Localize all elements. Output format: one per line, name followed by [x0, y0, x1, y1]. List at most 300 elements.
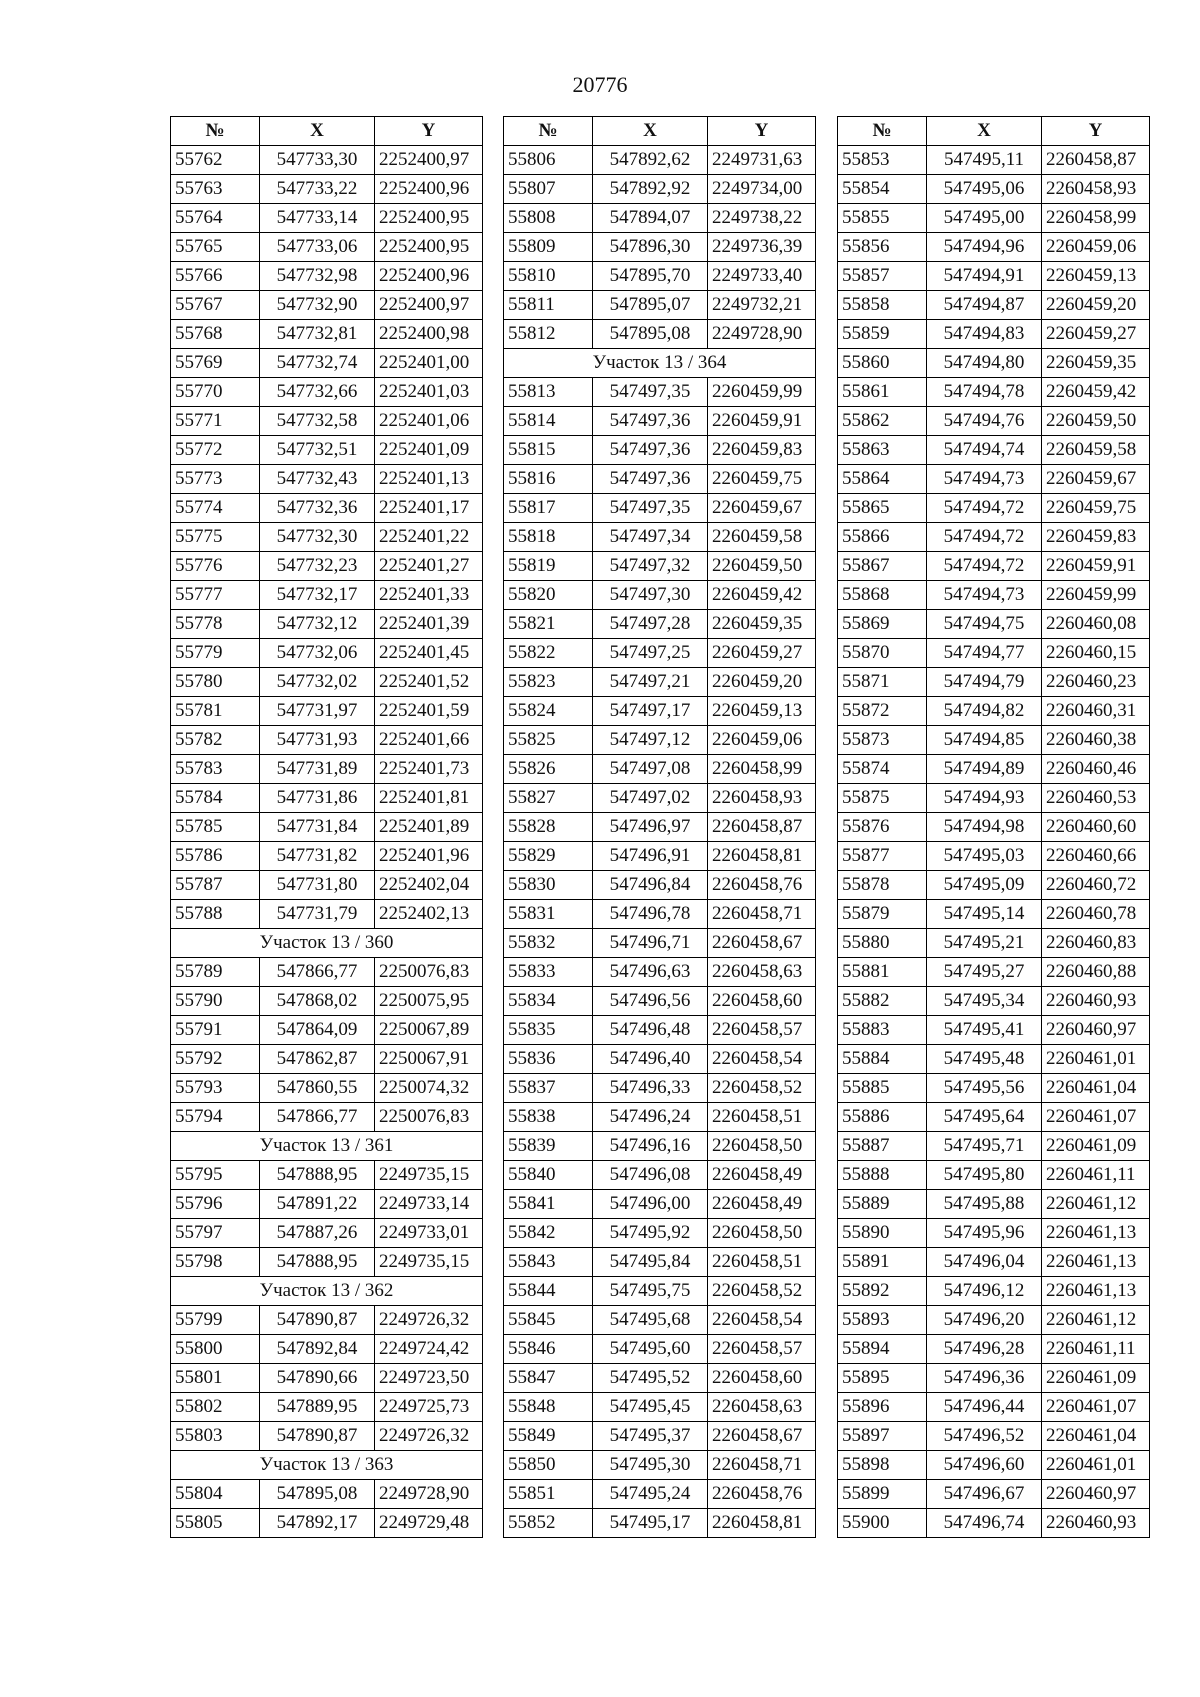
x-coordinate-cell: 547494,91: [927, 262, 1042, 291]
x-coordinate-cell: 547497,35: [593, 494, 708, 523]
x-coordinate-cell: 547895,07: [593, 291, 708, 320]
table-row: [838, 842, 1150, 871]
point-number-cell: 55762: [171, 146, 260, 175]
point-number-cell: 55833: [504, 958, 593, 987]
table-row: [171, 842, 483, 871]
y-coordinate-cell: 2260459,42: [708, 581, 816, 610]
y-coordinate-cell: 2260461,09: [1042, 1132, 1150, 1161]
table-row: [838, 1306, 1150, 1335]
point-number-cell: 55866: [838, 523, 927, 552]
table-row: [838, 1364, 1150, 1393]
section-row: [171, 1277, 483, 1306]
point-number-cell: 55837: [504, 1074, 593, 1103]
table-row: [504, 1480, 816, 1509]
header-x: X: [927, 117, 1042, 146]
table-row: [838, 1393, 1150, 1422]
header-x: X: [593, 117, 708, 146]
y-coordinate-cell: 2260460,08: [1042, 610, 1150, 639]
table-row: [838, 465, 1150, 494]
point-number-cell: 55846: [504, 1335, 593, 1364]
table-row: [504, 668, 816, 697]
x-coordinate-cell: 547732,58: [260, 407, 375, 436]
table-row: [171, 610, 483, 639]
y-coordinate-cell: 2260459,42: [1042, 378, 1150, 407]
x-coordinate-cell: 547496,97: [593, 813, 708, 842]
table-row: [171, 1509, 483, 1538]
point-number-cell: 55889: [838, 1190, 927, 1219]
table-row: [171, 1393, 483, 1422]
point-number-cell: 55766: [171, 262, 260, 291]
table-row: [504, 552, 816, 581]
point-number-cell: 55774: [171, 494, 260, 523]
x-coordinate-cell: 547894,07: [593, 204, 708, 233]
y-coordinate-cell: 2260459,50: [1042, 407, 1150, 436]
y-coordinate-cell: 2260458,93: [1042, 175, 1150, 204]
table-row: [838, 378, 1150, 407]
table-row: [838, 494, 1150, 523]
x-coordinate-cell: 547494,75: [927, 610, 1042, 639]
table-row: [171, 1161, 483, 1190]
point-number-cell: 55857: [838, 262, 927, 291]
point-number-cell: 55852: [504, 1509, 593, 1538]
table-row: [504, 320, 816, 349]
point-number-cell: 55883: [838, 1016, 927, 1045]
point-number-cell: 55821: [504, 610, 593, 639]
x-coordinate-cell: 547495,09: [927, 871, 1042, 900]
x-coordinate-cell: 547497,35: [593, 378, 708, 407]
x-coordinate-cell: 547494,83: [927, 320, 1042, 349]
x-coordinate-cell: 547495,17: [593, 1509, 708, 1538]
x-coordinate-cell: 547496,00: [593, 1190, 708, 1219]
table-row: [504, 1277, 816, 1306]
table-row: [171, 233, 483, 262]
point-number-cell: 55812: [504, 320, 593, 349]
y-coordinate-cell: 2260461,01: [1042, 1451, 1150, 1480]
table-row: [171, 436, 483, 465]
y-coordinate-cell: 2260461,04: [1042, 1074, 1150, 1103]
point-number-cell: 55772: [171, 436, 260, 465]
point-number-cell: 55795: [171, 1161, 260, 1190]
table-row: [171, 320, 483, 349]
table-row: [504, 494, 816, 523]
y-coordinate-cell: 2260459,99: [1042, 581, 1150, 610]
table-row: [838, 204, 1150, 233]
x-coordinate-cell: 547497,25: [593, 639, 708, 668]
y-coordinate-cell: 2252401,39: [375, 610, 483, 639]
point-number-cell: 55871: [838, 668, 927, 697]
point-number-cell: 55799: [171, 1306, 260, 1335]
y-coordinate-cell: 2260460,78: [1042, 900, 1150, 929]
table-row: [504, 987, 816, 1016]
y-coordinate-cell: 2249733,14: [375, 1190, 483, 1219]
x-coordinate-cell: 547496,12: [927, 1277, 1042, 1306]
y-coordinate-cell: 2260459,50: [708, 552, 816, 581]
table-row: [838, 349, 1150, 378]
point-number-cell: 55780: [171, 668, 260, 697]
y-coordinate-cell: 2249735,15: [375, 1248, 483, 1277]
y-coordinate-cell: 2260459,67: [708, 494, 816, 523]
point-number-cell: 55891: [838, 1248, 927, 1277]
y-coordinate-cell: 2260458,93: [708, 784, 816, 813]
x-coordinate-cell: 547496,60: [927, 1451, 1042, 1480]
point-number-cell: 55826: [504, 755, 593, 784]
x-coordinate-cell: 547496,71: [593, 929, 708, 958]
table-row: [171, 407, 483, 436]
point-number-cell: 55884: [838, 1045, 927, 1074]
y-coordinate-cell: 2260458,67: [708, 929, 816, 958]
x-coordinate-cell: 547496,63: [593, 958, 708, 987]
table-row: [171, 639, 483, 668]
point-number-cell: 55820: [504, 581, 593, 610]
x-coordinate-cell: 547495,00: [927, 204, 1042, 233]
x-coordinate-cell: 547732,81: [260, 320, 375, 349]
point-number-cell: 55864: [838, 465, 927, 494]
x-coordinate-cell: 547732,06: [260, 639, 375, 668]
table-row: [504, 291, 816, 320]
point-number-cell: 55771: [171, 407, 260, 436]
y-coordinate-cell: 2249732,21: [708, 291, 816, 320]
point-number-cell: 55861: [838, 378, 927, 407]
point-number-cell: 55804: [171, 1480, 260, 1509]
table-row: [838, 1277, 1150, 1306]
y-coordinate-cell: 2260458,87: [1042, 146, 1150, 175]
x-coordinate-cell: 547494,82: [927, 697, 1042, 726]
table-row: [838, 929, 1150, 958]
x-coordinate-cell: 547495,45: [593, 1393, 708, 1422]
table-row: [838, 1219, 1150, 1248]
point-number-cell: 55873: [838, 726, 927, 755]
point-number-cell: 55874: [838, 755, 927, 784]
y-coordinate-cell: 2260460,97: [1042, 1480, 1150, 1509]
x-coordinate-cell: 547731,97: [260, 697, 375, 726]
x-coordinate-cell: 547495,84: [593, 1248, 708, 1277]
point-number-cell: 55824: [504, 697, 593, 726]
point-number-cell: 55791: [171, 1016, 260, 1045]
table-row: [171, 1306, 483, 1335]
y-coordinate-cell: 2260459,99: [708, 378, 816, 407]
y-coordinate-cell: 2252401,27: [375, 552, 483, 581]
y-coordinate-cell: 2260458,52: [708, 1074, 816, 1103]
table-row: [171, 697, 483, 726]
y-coordinate-cell: 2260461,09: [1042, 1364, 1150, 1393]
x-coordinate-cell: 547890,87: [260, 1422, 375, 1451]
table-row: [504, 233, 816, 262]
header-number: №: [171, 117, 260, 146]
x-coordinate-cell: 547495,21: [927, 929, 1042, 958]
y-coordinate-cell: 2260458,50: [708, 1132, 816, 1161]
table-row: [504, 958, 816, 987]
table-row: [838, 320, 1150, 349]
y-coordinate-cell: 2260459,58: [708, 523, 816, 552]
table-row: [838, 146, 1150, 175]
x-coordinate-cell: 547497,17: [593, 697, 708, 726]
table-row: [171, 871, 483, 900]
point-number-cell: 55885: [838, 1074, 927, 1103]
y-coordinate-cell: 2260458,50: [708, 1219, 816, 1248]
point-number-cell: 55793: [171, 1074, 260, 1103]
x-coordinate-cell: 547892,62: [593, 146, 708, 175]
point-number-cell: 55869: [838, 610, 927, 639]
section-label: Участок 13 / 364: [504, 349, 816, 378]
table-row: [504, 1509, 816, 1538]
table-row: [838, 233, 1150, 262]
table-row: [171, 726, 483, 755]
x-coordinate-cell: 547494,77: [927, 639, 1042, 668]
point-number-cell: 55775: [171, 523, 260, 552]
x-coordinate-cell: 547890,66: [260, 1364, 375, 1393]
table-row: [504, 1422, 816, 1451]
header-y: Y: [708, 117, 816, 146]
point-number-cell: 55851: [504, 1480, 593, 1509]
point-number-cell: 55810: [504, 262, 593, 291]
table-row: [838, 407, 1150, 436]
y-coordinate-cell: 2260460,88: [1042, 958, 1150, 987]
table-row: [171, 1190, 483, 1219]
x-coordinate-cell: 547494,80: [927, 349, 1042, 378]
y-coordinate-cell: 2260458,49: [708, 1190, 816, 1219]
y-coordinate-cell: 2260461,07: [1042, 1393, 1150, 1422]
x-coordinate-cell: 547496,48: [593, 1016, 708, 1045]
y-coordinate-cell: 2260458,99: [708, 755, 816, 784]
table-row: [504, 610, 816, 639]
point-number-cell: 55765: [171, 233, 260, 262]
point-number-cell: 55836: [504, 1045, 593, 1074]
point-number-cell: 55863: [838, 436, 927, 465]
y-coordinate-cell: 2252401,13: [375, 465, 483, 494]
table-row: [504, 1132, 816, 1161]
point-number-cell: 55801: [171, 1364, 260, 1393]
table-row: [504, 871, 816, 900]
table-row: [504, 407, 816, 436]
y-coordinate-cell: 2260460,53: [1042, 784, 1150, 813]
x-coordinate-cell: 547497,36: [593, 436, 708, 465]
point-number-cell: 55778: [171, 610, 260, 639]
point-number-cell: 55816: [504, 465, 593, 494]
y-coordinate-cell: 2260459,75: [708, 465, 816, 494]
point-number-cell: 55767: [171, 291, 260, 320]
table-row: [838, 784, 1150, 813]
x-coordinate-cell: 547731,93: [260, 726, 375, 755]
y-coordinate-cell: 2252402,13: [375, 900, 483, 929]
x-coordinate-cell: 547494,87: [927, 291, 1042, 320]
y-coordinate-cell: 2260460,23: [1042, 668, 1150, 697]
x-coordinate-cell: 547892,84: [260, 1335, 375, 1364]
table-row: [504, 1393, 816, 1422]
x-coordinate-cell: 547732,30: [260, 523, 375, 552]
y-coordinate-cell: 2260458,99: [1042, 204, 1150, 233]
table-row: [838, 639, 1150, 668]
table-row: [504, 813, 816, 842]
y-coordinate-cell: 2250076,83: [375, 958, 483, 987]
y-coordinate-cell: 2260460,93: [1042, 987, 1150, 1016]
point-number-cell: 55784: [171, 784, 260, 813]
point-number-cell: 55785: [171, 813, 260, 842]
point-number-cell: 55817: [504, 494, 593, 523]
x-coordinate-cell: 547497,36: [593, 407, 708, 436]
table-row: [838, 581, 1150, 610]
table-row: [504, 436, 816, 465]
table-row: [838, 900, 1150, 929]
y-coordinate-cell: 2260459,06: [1042, 233, 1150, 262]
table-row: [171, 813, 483, 842]
x-coordinate-cell: 547733,06: [260, 233, 375, 262]
table-row: [171, 1335, 483, 1364]
x-coordinate-cell: 547495,30: [593, 1451, 708, 1480]
x-coordinate-cell: 547732,02: [260, 668, 375, 697]
table-row: [504, 929, 816, 958]
point-number-cell: 55770: [171, 378, 260, 407]
table-row: [171, 204, 483, 233]
y-coordinate-cell: 2260460,31: [1042, 697, 1150, 726]
x-coordinate-cell: 547892,17: [260, 1509, 375, 1538]
y-coordinate-cell: 2252401,73: [375, 755, 483, 784]
table-row: [504, 900, 816, 929]
y-coordinate-cell: 2250075,95: [375, 987, 483, 1016]
y-coordinate-cell: 2252401,00: [375, 349, 483, 378]
x-coordinate-cell: 547497,02: [593, 784, 708, 813]
y-coordinate-cell: 2260461,11: [1042, 1161, 1150, 1190]
point-number-cell: 55895: [838, 1364, 927, 1393]
table-row: [171, 1480, 483, 1509]
x-coordinate-cell: 547495,71: [927, 1132, 1042, 1161]
section-label: Участок 13 / 361: [171, 1132, 483, 1161]
point-number-cell: 55880: [838, 929, 927, 958]
x-coordinate-cell: 547495,37: [593, 1422, 708, 1451]
y-coordinate-cell: 2260458,52: [708, 1277, 816, 1306]
point-number-cell: 55819: [504, 552, 593, 581]
point-number-cell: 55865: [838, 494, 927, 523]
table-row: [838, 1103, 1150, 1132]
table-row: [504, 1103, 816, 1132]
section-row: [504, 349, 816, 378]
x-coordinate-cell: 547496,33: [593, 1074, 708, 1103]
point-number-cell: 55806: [504, 146, 593, 175]
table-row: [838, 1480, 1150, 1509]
table-row: [838, 262, 1150, 291]
point-number-cell: 55899: [838, 1480, 927, 1509]
point-number-cell: 55842: [504, 1219, 593, 1248]
point-number-cell: 55763: [171, 175, 260, 204]
y-coordinate-cell: 2260458,57: [708, 1016, 816, 1045]
y-coordinate-cell: 2250074,32: [375, 1074, 483, 1103]
y-coordinate-cell: 2260459,06: [708, 726, 816, 755]
table-row: [171, 784, 483, 813]
x-coordinate-cell: 547896,30: [593, 233, 708, 262]
y-coordinate-cell: 2252401,33: [375, 581, 483, 610]
y-coordinate-cell: 2260458,76: [708, 1480, 816, 1509]
point-number-cell: 55882: [838, 987, 927, 1016]
y-coordinate-cell: 2249735,15: [375, 1161, 483, 1190]
point-number-cell: 55838: [504, 1103, 593, 1132]
y-coordinate-cell: 2260460,60: [1042, 813, 1150, 842]
x-coordinate-cell: 547494,72: [927, 523, 1042, 552]
y-coordinate-cell: 2252400,97: [375, 291, 483, 320]
point-number-cell: 55798: [171, 1248, 260, 1277]
x-coordinate-cell: 547732,51: [260, 436, 375, 465]
x-coordinate-cell: 547497,12: [593, 726, 708, 755]
y-coordinate-cell: 2249728,90: [708, 320, 816, 349]
table-row: [504, 697, 816, 726]
page-number: 20776: [572, 72, 628, 97]
y-coordinate-cell: 2252401,09: [375, 436, 483, 465]
y-coordinate-cell: 2260459,58: [1042, 436, 1150, 465]
y-coordinate-cell: 2260461,13: [1042, 1248, 1150, 1277]
point-number-cell: 55776: [171, 552, 260, 581]
x-coordinate-cell: 547496,36: [927, 1364, 1042, 1393]
table-row: [504, 1045, 816, 1074]
x-coordinate-cell: 547496,67: [927, 1480, 1042, 1509]
section-label: Участок 13 / 362: [171, 1277, 483, 1306]
point-number-cell: 55849: [504, 1422, 593, 1451]
table-row: [504, 581, 816, 610]
table-row: [838, 1509, 1150, 1538]
x-coordinate-cell: 547495,96: [927, 1219, 1042, 1248]
point-number-cell: 55840: [504, 1161, 593, 1190]
y-coordinate-cell: 2252401,59: [375, 697, 483, 726]
y-coordinate-cell: 2260459,67: [1042, 465, 1150, 494]
x-coordinate-cell: 547732,36: [260, 494, 375, 523]
y-coordinate-cell: 2260460,66: [1042, 842, 1150, 871]
table-row: [838, 1248, 1150, 1277]
x-coordinate-cell: 547731,89: [260, 755, 375, 784]
table-row: [838, 1451, 1150, 1480]
point-number-cell: 55881: [838, 958, 927, 987]
y-coordinate-cell: 2252401,22: [375, 523, 483, 552]
x-coordinate-cell: 547495,48: [927, 1045, 1042, 1074]
point-number-cell: 55872: [838, 697, 927, 726]
point-number-cell: 55769: [171, 349, 260, 378]
table-row: [171, 755, 483, 784]
x-coordinate-cell: 547494,93: [927, 784, 1042, 813]
point-number-cell: 55800: [171, 1335, 260, 1364]
coordinates-table-1: [170, 116, 483, 1538]
y-coordinate-cell: 2260459,20: [1042, 291, 1150, 320]
y-coordinate-cell: 2260458,71: [708, 900, 816, 929]
y-coordinate-cell: 2249729,48: [375, 1509, 483, 1538]
table-row: [504, 262, 816, 291]
y-coordinate-cell: 2250067,89: [375, 1016, 483, 1045]
x-coordinate-cell: 547862,87: [260, 1045, 375, 1074]
table-row: [171, 465, 483, 494]
x-coordinate-cell: 547495,52: [593, 1364, 708, 1393]
point-number-cell: 55794: [171, 1103, 260, 1132]
y-coordinate-cell: 2252401,66: [375, 726, 483, 755]
y-coordinate-cell: 2260458,71: [708, 1451, 816, 1480]
point-number-cell: 55843: [504, 1248, 593, 1277]
x-coordinate-cell: 547496,08: [593, 1161, 708, 1190]
point-number-cell: 55841: [504, 1190, 593, 1219]
point-number-cell: 55808: [504, 204, 593, 233]
y-coordinate-cell: 2249733,01: [375, 1219, 483, 1248]
table-row: [171, 1016, 483, 1045]
point-number-cell: 55764: [171, 204, 260, 233]
y-coordinate-cell: 2260459,35: [708, 610, 816, 639]
y-coordinate-cell: 2260458,60: [708, 987, 816, 1016]
x-coordinate-cell: 547495,03: [927, 842, 1042, 871]
x-coordinate-cell: 547731,86: [260, 784, 375, 813]
point-number-cell: 55896: [838, 1393, 927, 1422]
x-coordinate-cell: 547495,64: [927, 1103, 1042, 1132]
x-coordinate-cell: 547495,92: [593, 1219, 708, 1248]
y-coordinate-cell: 2260460,46: [1042, 755, 1150, 784]
point-number-cell: 55807: [504, 175, 593, 204]
x-coordinate-cell: 547496,44: [927, 1393, 1042, 1422]
x-coordinate-cell: 547495,14: [927, 900, 1042, 929]
point-number-cell: 55879: [838, 900, 927, 929]
coordinates-table-3: [837, 116, 1150, 1538]
point-number-cell: 55787: [171, 871, 260, 900]
table-row: [838, 755, 1150, 784]
